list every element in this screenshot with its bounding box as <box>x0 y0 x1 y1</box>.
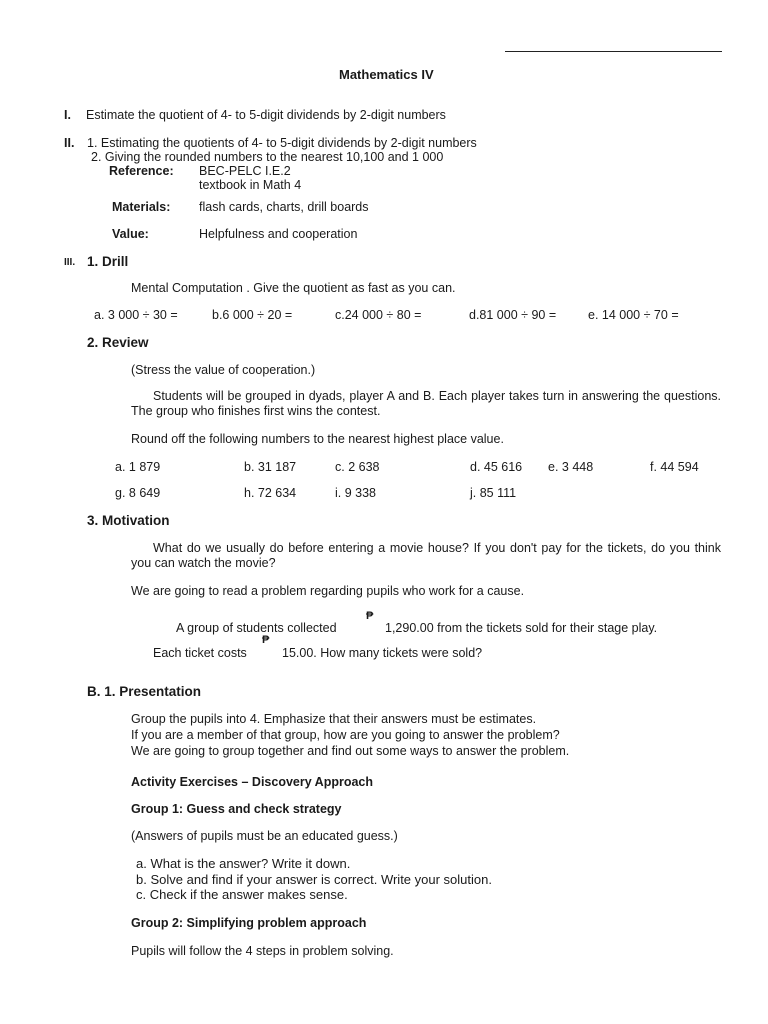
reference-2: textbook in Math 4 <box>199 178 302 192</box>
drill-heading: 1. Drill <box>87 254 129 269</box>
round-item-g: g. 8 649 <box>115 486 161 500</box>
presentation-line-1: Group the pupils into 4. Emphasize that their answers must be estimates. <box>131 712 537 726</box>
materials-value: flash cards, charts, drill boards <box>199 200 369 214</box>
activity-heading: Activity Exercises – Discovery Approach <box>131 775 374 789</box>
presentation-line-3: We are going to group together and find out some ways to answer the problem. <box>131 744 570 758</box>
page-title: Mathematics IV <box>339 67 434 82</box>
problem-text-1a: A group of students collected <box>176 621 337 635</box>
drill-item-c: c.24 000 ÷ 80 = <box>335 308 422 322</box>
drill-item-a: a. 3 000 ÷ 30 = <box>94 308 178 322</box>
round-item-f: f. 44 594 <box>650 460 699 474</box>
problem-text-2b: 15.00. How many tickets were sold? <box>282 646 483 660</box>
objective-1: 1. Estimating the quotients of 4- to 5-digit dividends by 2-digit numbers <box>87 136 477 150</box>
round-item-h: h. 72 634 <box>244 486 297 500</box>
materials-label: Materials: <box>112 200 171 214</box>
value-text: Helpfulness and cooperation <box>199 227 358 241</box>
step-a: a. What is the answer? Write it down. <box>136 856 351 871</box>
round-item-e: e. 3 448 <box>548 460 594 474</box>
review-paragraph: Students will be grouped in dyads, player A and B. Each player takes turn in answering the questions. The group who finishes first wins the contest. <box>131 389 721 418</box>
review-instruction: Round off the following numbers to the nearest highest place value. <box>131 432 504 446</box>
step-b: b. Solve and find if your answer is correct. Write your solution. <box>136 872 492 887</box>
round-item-a: a. 1 879 <box>115 460 161 474</box>
group-1-note: (Answers of pupils must be an educated guess.) <box>131 829 398 843</box>
value-label: Value: <box>112 227 149 241</box>
round-item-j: j. 85 111 <box>470 486 517 500</box>
objective-2: 2. Giving the rounded numbers to the nearest 10,100 and 1 000 <box>91 150 444 164</box>
problem-text-2a: Each ticket costs <box>153 646 247 660</box>
drill-item-d: d.81 000 ÷ 90 = <box>469 308 557 322</box>
review-heading: 2. Review <box>87 335 149 350</box>
drill-instruction: Mental Computation . Give the quotient as fast as you can. <box>131 281 456 295</box>
motivation-paragraph: What do we usually do before entering a movie house? If you don't pay for the tickets, do you think you can watch the movie? <box>131 541 721 570</box>
group-1-heading: Group 1: Guess and check strategy <box>131 802 342 816</box>
section-3-number: III. <box>64 257 76 268</box>
presentation-line-2: If you are a member of that group, how are you going to answer the problem? <box>131 728 560 742</box>
drill-item-e: e. 14 000 ÷ 70 = <box>588 308 679 322</box>
group-2-note: Pupils will follow the 4 steps in problem solving. <box>131 944 394 958</box>
motivation-line: We are going to read a problem regarding pupils who work for a cause. <box>131 584 525 598</box>
signature-line <box>505 51 722 52</box>
step-c: c. Check if the answer makes sense. <box>136 887 348 902</box>
section-2-number: II. <box>64 136 75 150</box>
problem-text-1b: 1,290.00 from the tickets sold for their stage play. <box>385 621 658 635</box>
round-item-c: c. 2 638 <box>335 460 380 474</box>
section-1-text: Estimate the quotient of 4- to 5-digit dividends by 2-digit numbers <box>86 108 446 122</box>
peso-sign-1: ₱ <box>366 610 374 622</box>
presentation-heading: B. 1. Presentation <box>87 684 202 699</box>
reference-label: Reference: <box>109 164 174 178</box>
motivation-heading: 3. Motivation <box>87 513 170 528</box>
group-2-heading: Group 2: Simplifying problem approach <box>131 916 367 930</box>
round-item-b: b. 31 187 <box>244 460 297 474</box>
review-note: (Stress the value of cooperation.) <box>131 363 316 377</box>
round-item-d: d. 45 616 <box>470 460 523 474</box>
reference-1: BEC-PELC I.E.2 <box>199 164 291 178</box>
peso-sign-2: ₱ <box>262 634 270 646</box>
round-item-i: i. 9 338 <box>335 486 377 500</box>
drill-item-b: b.6 000 ÷ 20 = <box>212 308 293 322</box>
section-1-number: I. <box>64 108 71 122</box>
